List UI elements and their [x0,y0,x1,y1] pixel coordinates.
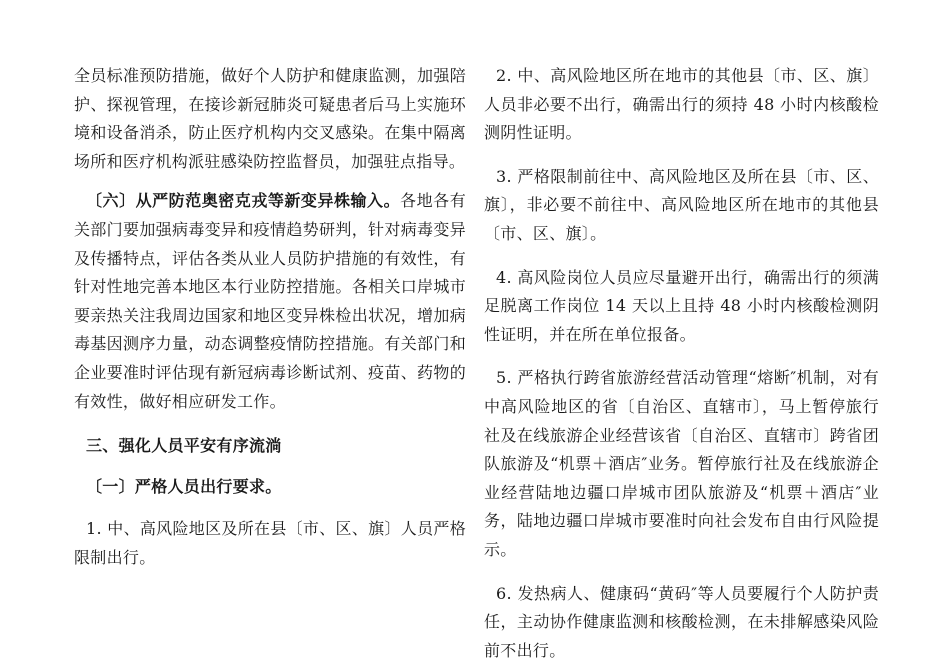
list-item-3: 3. 严格限制前往中、高风险地区及所在县〔市、区、旗〕，非必要不前往中、高风险地区所在地市的其他县〔市、区、旗〕。 [484,166,879,243]
list-item-4: 4. 高风险岗位人员应尽量避开出行，确需出行的须满足脱离工作岗位 14 天以上且持 48 小时内核酸检测阴性证明，并在所在单位报备。 [484,267,879,344]
paragraph-heading: 〔六〕从严防范奥密克戎等新变异株输入。 [86,191,401,211]
section-heading: 三、强化人员平安有序流淌 [86,436,282,456]
paragraph-continuation: 全员标准预防措施，做好个人防护和健康监测，加强陪护、探视管理，在接诊新冠肺炎可疑患者后马上实施环境和设备消杀，防止医疗机构内交叉感染。在集中隔离场所和医疗机构派驻感染防控监督员，加强驻点指导。 [74,66,466,171]
list-item-1: 1. 中、高风险地区及所在县〔市、区、旗〕人员严格限制出行。 [74,519,466,567]
list-item-6: 6. 发热病人、健康码“黄码″等人员要履行个人防护责任，主动协作健康监测和核酸检测，在未排解感染风险前不出行。 [484,583,879,660]
paragraph-body: 各地各有关部门要加强病毒变异和疫情趋势研判，针对病毒变异及传播特点，评估各类从业人员防护措施的有效性，有针对性地完善本地区本行业防控措施。各相关口岸城市要亲热关注我周边国家和地区变异株检出状况，增加病毒基因测序力量，动态调整疫情防控措施。有关部门和企业要准时评估现有新冠病毒诊断试剂、疫苗、药物的有效性，做好相应研发工作。 [74,191,467,411]
right-column [484,62,879,665]
paragraph-variant-prevention [74,187,466,416]
left-column [74,62,466,573]
list-item-5: 5. 严格执行跨省旅游经营活动管理“熔断″机制，对有中高风险地区的省〔自治区、直辖市〕，马上暂停旅行社及在线旅游企业经营该省〔自治区、直辖市〕跨省团队旅游及“机票＋酒店″业务。暂停旅行社及在线旅游企业经营陆地边疆口岸城市团队旅游及“机票＋酒店″业务，陆地边疆口岸城市要准时向社会发布自由行风险提示。 [484,368,879,559]
subsection-heading: 〔一〕严格人员出行要求。 [86,476,282,496]
list-item-2: 2. 中、高风险地区所在地市的其他县〔市、区、旗〕人员非必要不出行，确需出行的须持 48 小时内核酸检测阴性证明。 [484,66,879,143]
